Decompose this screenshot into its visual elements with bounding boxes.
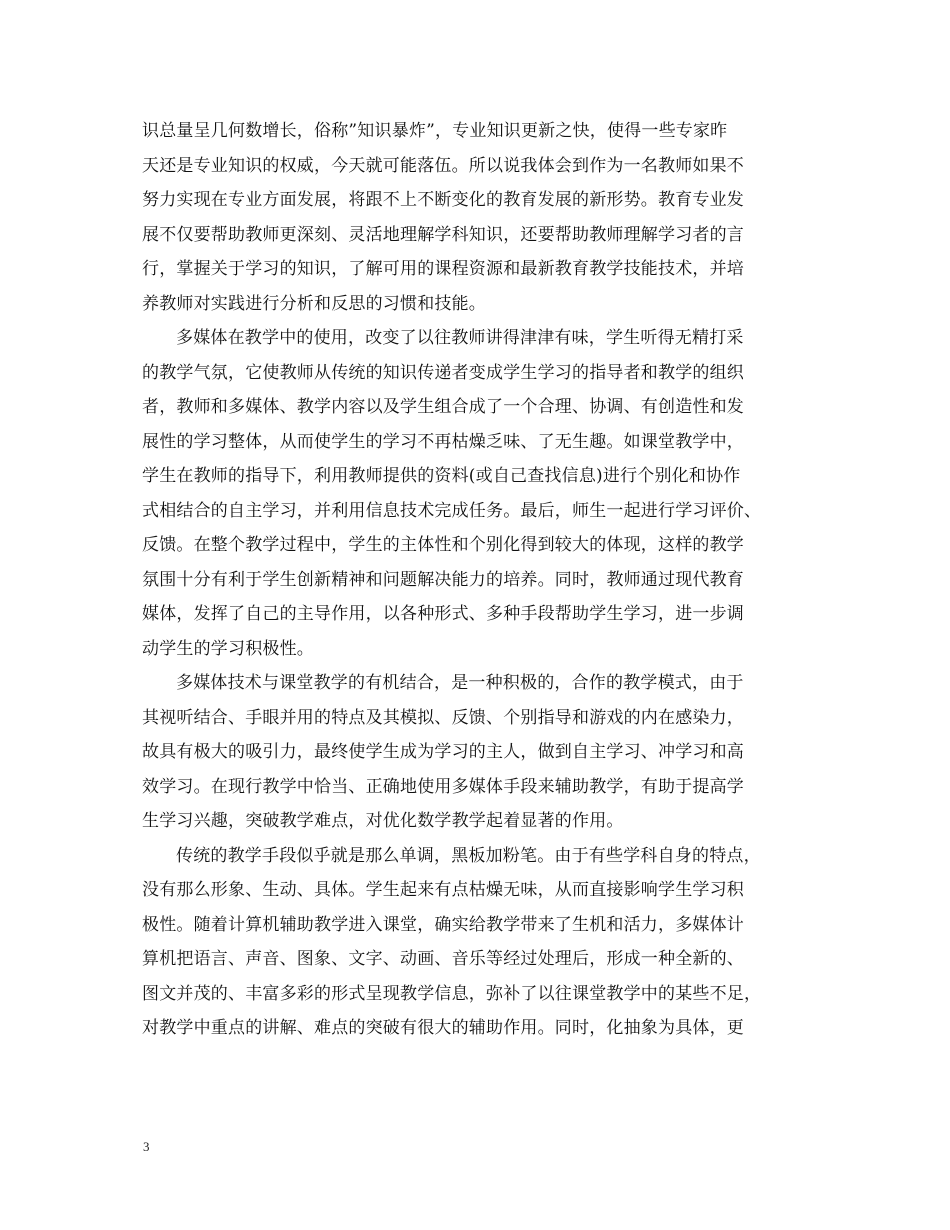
text-line: 其视听结合、手眼并用的特点及其模拟、反馈、个别指导和游戏的内在感染力， <box>142 707 744 728</box>
paragraph-2 <box>142 321 822 666</box>
text-line: 行，掌握关于学习的知识，了解可用的课程资源和最新教育教学技能技术，并培 <box>142 259 744 279</box>
text-line: 动学生的学习积极性。 <box>142 638 314 659</box>
text-line: 养教师对实践进行分析和反思的习惯和技能。 <box>142 293 486 314</box>
text-line: 反馈。在整个教学过程中，学生的主体性和个别化得到较大的体现，这样的教学 <box>142 535 744 555</box>
text-line: 学生在教师的指导下，利用教师提供的资料(或自己查找信息)进行个别化和协作 <box>142 466 741 486</box>
paragraph-3 <box>142 666 822 839</box>
text-line: 生学习兴趣，突破教学难点，对优化数学教学起着显著的作用。 <box>142 811 624 831</box>
text-line: 媒体，发挥了自己的主导作用，以各种形式、多种手段帮助学生学习，进一步调 <box>142 604 744 624</box>
text-line: 展性的学习整体，从而使学生的学习不再枯燥乏味、了无生趣。如课堂教学中， <box>142 431 744 452</box>
text-line: 努力实现在专业方面发展，将跟不上不断变化的教育发展的新形势。教育专业发 <box>142 190 744 210</box>
text-line: 多媒体技术与课堂教学的有机结合，是一种积极的，合作的教学模式，由于 <box>176 673 744 693</box>
text-line: 图文并茂的、丰富多彩的形式呈现教学信息，弥补了以往课堂教学中的某些不足， <box>142 983 762 1004</box>
text-line: 故具有极大的吸引力，最终使学生成为学习的主人，做到自主学习、冲学习和高 <box>142 742 744 762</box>
page-number: 3 <box>143 1139 150 1154</box>
text-line: 算机把语言、声音、图象、文字、动画、音乐等经过处理后，形成一种全新的、 <box>142 949 744 969</box>
text-line: 式相结合的自主学习，并利用信息技术完成任务。最后，师生一起进行学习评价、 <box>142 500 762 521</box>
text-line: 的教学气氛，它使教师从传统的知识传递者变成学生学习的指导者和教学的组织 <box>142 362 744 383</box>
text-line: 传统的教学手段似乎就是那么单调，黑板加粉笔。由于有些学科自身的特点， <box>176 845 761 866</box>
page-body <box>142 114 822 1046</box>
text-line: 识总量呈几何数增长，俗称”知识暴炸”，专业知识更新之快，使得一些专家昨 <box>142 121 728 141</box>
text-line: 效学习。在现行教学中恰当、正确地使用多媒体手段来辅助教学，有助于提高学 <box>142 776 744 797</box>
paragraph-4 <box>142 839 822 1046</box>
paragraph-1 <box>142 114 822 321</box>
text-line: 者，教师和多媒体、教学内容以及学生组合成了一个合理、协调、有创造性和发 <box>142 397 744 417</box>
text-line: 展不仅要帮助教师更深刻、灵活地理解学科知识，还要帮助教师理解学习者的言 <box>142 224 744 245</box>
text-line: 极性。随着计算机辅助教学进入课堂，确实给教学带来了生机和活力，多媒体计 <box>142 914 744 935</box>
text-line: 没有那么形象、生动、具体。学生起来有点枯燥无味，从而直接影响学生学习积 <box>142 880 744 900</box>
text-line: 多媒体在教学中的使用，改变了以往教师讲得津津有味，学生听得无精打采 <box>176 328 744 348</box>
text-line: 天还是专业知识的权威，今天就可能落伍。所以说我体会到作为一名教师如果不 <box>142 155 744 176</box>
text-line: 氛围十分有利于学生创新精神和问题解决能力的培养。同时，教师通过现代教育 <box>142 569 744 590</box>
text-line: 对教学中重点的讲解、难点的突破有很大的辅助作用。同时，化抽象为具体，更 <box>142 1018 744 1038</box>
